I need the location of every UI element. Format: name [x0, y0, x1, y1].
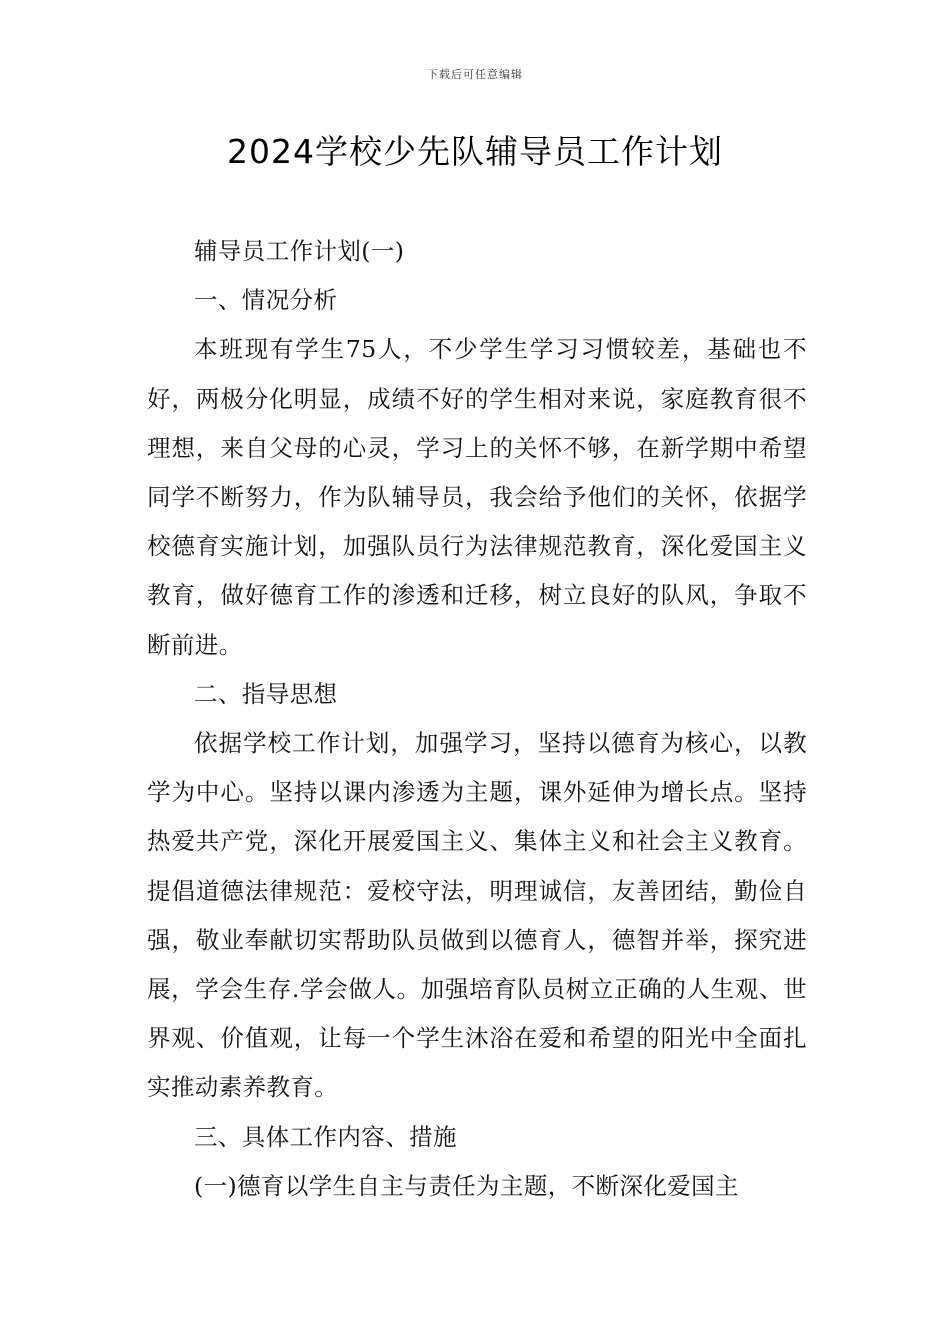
- document-title: 2024学校少先队辅导员工作计划: [227, 132, 723, 171]
- section-heading-measures: 三、具体工作内容、措施: [194, 1122, 457, 1151]
- header-note: 下载后可任意编辑: [427, 68, 523, 81]
- document-body: [147, 227, 807, 1211]
- section-heading-plan: 辅导员工作计划(一): [194, 237, 405, 265]
- section-heading-situation: 一、情况分析: [194, 286, 338, 315]
- paragraph-measures: (一)德育以学生自主与责任为主题，不断深化爱国主: [194, 1171, 739, 1200]
- paragraph-guiding: 依据学校工作计划，加强学习，坚持以德育为核心，以教学为中心。坚持以课内渗透为主题，课外延伸为增长点。坚持热爱共产党，深化开展爱国主义、集体主义和社会主义教育。提倡道德法律规范：爱校守法，明理诚信，友善团结，勤俭自强，敬业奉献切实帮助队员做到以德育人，德智并举，探究进展，学会生存.学会做人。加强培育队员树立正确的人生观、世界观、价值观，让每一个学生沐浴在爱和希望的阳光中全面扎实推动素养教育。: [147, 729, 807, 1102]
- paragraph-situation: 本班现有学生75人，不少学生学习习惯较差，基础也不好，两极分化明显，成绩不好的学生相对来说，家庭教育很不理想，来自父母的心灵，学习上的关怀不够，在新学期中希望同学不断努力，作为队辅导员，我会给予他们的关怀，依据学校德育实施计划，加强队员行为法律规范教育，深化爱国主义教育，做好德育工作的渗透和迁移，树立良好的队风，争取不断前进。: [147, 335, 807, 659]
- section-heading-guiding: 二、指导思想: [194, 679, 338, 708]
